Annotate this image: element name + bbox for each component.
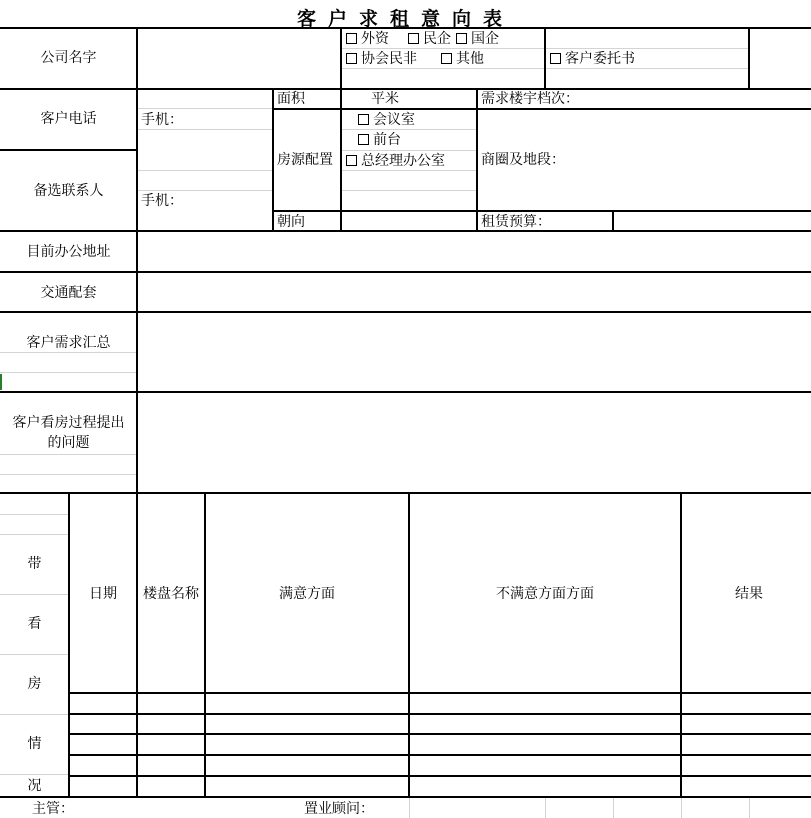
viewing-label-char2: 看 — [27, 616, 42, 632]
needs-summary-label: 客户需求汇总 — [26, 335, 111, 351]
transport-label: 交通配套 — [40, 285, 97, 301]
checkbox-other[interactable] — [441, 50, 484, 68]
checkbox-icon — [346, 53, 357, 64]
checkbox-meeting-room[interactable] — [358, 111, 415, 129]
checkbox-icon — [550, 53, 561, 64]
mobile-label-2: 手机： — [141, 193, 183, 209]
checkbox-icon — [456, 33, 467, 44]
checkbox-icon — [441, 53, 452, 64]
checkbox-association[interactable] — [346, 50, 417, 68]
header-property-name: 楼盘名称 — [143, 586, 199, 602]
mobile-label-1: 手机： — [141, 112, 183, 128]
checkbox-client-mandate-label: 客户委托书 — [565, 51, 635, 67]
checkbox-private[interactable] — [408, 30, 451, 48]
header-date: 日期 — [89, 586, 117, 602]
checkbox-gm-office-label: 总经理办公室 — [361, 153, 445, 169]
room-config-label: 房源配置 — [277, 152, 333, 168]
sqm-unit: 平米 — [371, 91, 399, 107]
company-name-label: 公司名字 — [40, 50, 97, 66]
checkbox-icon — [358, 134, 369, 145]
checkbox-reception-label: 前台 — [373, 132, 401, 148]
viewing-label-char1: 带 — [27, 556, 42, 572]
supervisor-label: 主管： — [32, 801, 74, 817]
viewing-label-char5: 况 — [27, 778, 42, 794]
budget-label: 租赁预算： — [481, 214, 551, 230]
header-unsatisfied: 不满意方面方面 — [496, 586, 594, 602]
header-result: 结果 — [735, 586, 763, 602]
checkbox-state-owned-label: 国企 — [471, 31, 499, 47]
customer-phone-label: 客户电话 — [40, 111, 97, 127]
checkbox-gm-office[interactable] — [346, 152, 445, 170]
checkbox-meeting-room-label: 会议室 — [373, 112, 415, 128]
building-grade-label: 需求楼宇档次： — [481, 91, 579, 107]
header-satisfied: 满意方面 — [279, 586, 335, 602]
checkbox-association-label: 协会民非 — [361, 51, 417, 67]
viewing-issues-label-line1: 客户看房过程提出 — [12, 415, 125, 431]
checkbox-foreign-label: 外资 — [361, 31, 389, 47]
checkbox-reception[interactable] — [358, 131, 401, 149]
orientation-label: 朝向 — [277, 214, 305, 230]
viewing-issues-label-line2: 的问题 — [47, 435, 90, 451]
viewing-label-char3: 房 — [27, 676, 42, 692]
alt-contact-label: 备选联系人 — [33, 183, 104, 199]
checkbox-private-label: 民企 — [423, 31, 451, 47]
viewing-label-char4: 情 — [27, 736, 42, 752]
checkbox-icon — [346, 155, 357, 166]
current-address-label: 目前办公地址 — [26, 244, 111, 260]
form-title: 客户求租意向表 — [296, 8, 514, 30]
checkbox-other-label: 其他 — [456, 51, 484, 67]
district-label: 商圈及地段： — [481, 152, 565, 168]
area-label: 面积 — [277, 91, 305, 107]
checkbox-client-mandate[interactable] — [550, 50, 635, 68]
consultant-label: 置业顾问： — [304, 801, 374, 817]
checkbox-icon — [358, 114, 369, 125]
checkbox-icon — [346, 33, 357, 44]
row-selection-marker — [0, 374, 2, 390]
checkbox-icon — [408, 33, 419, 44]
checkbox-state-owned[interactable] — [456, 30, 499, 48]
checkbox-foreign[interactable] — [346, 30, 389, 48]
